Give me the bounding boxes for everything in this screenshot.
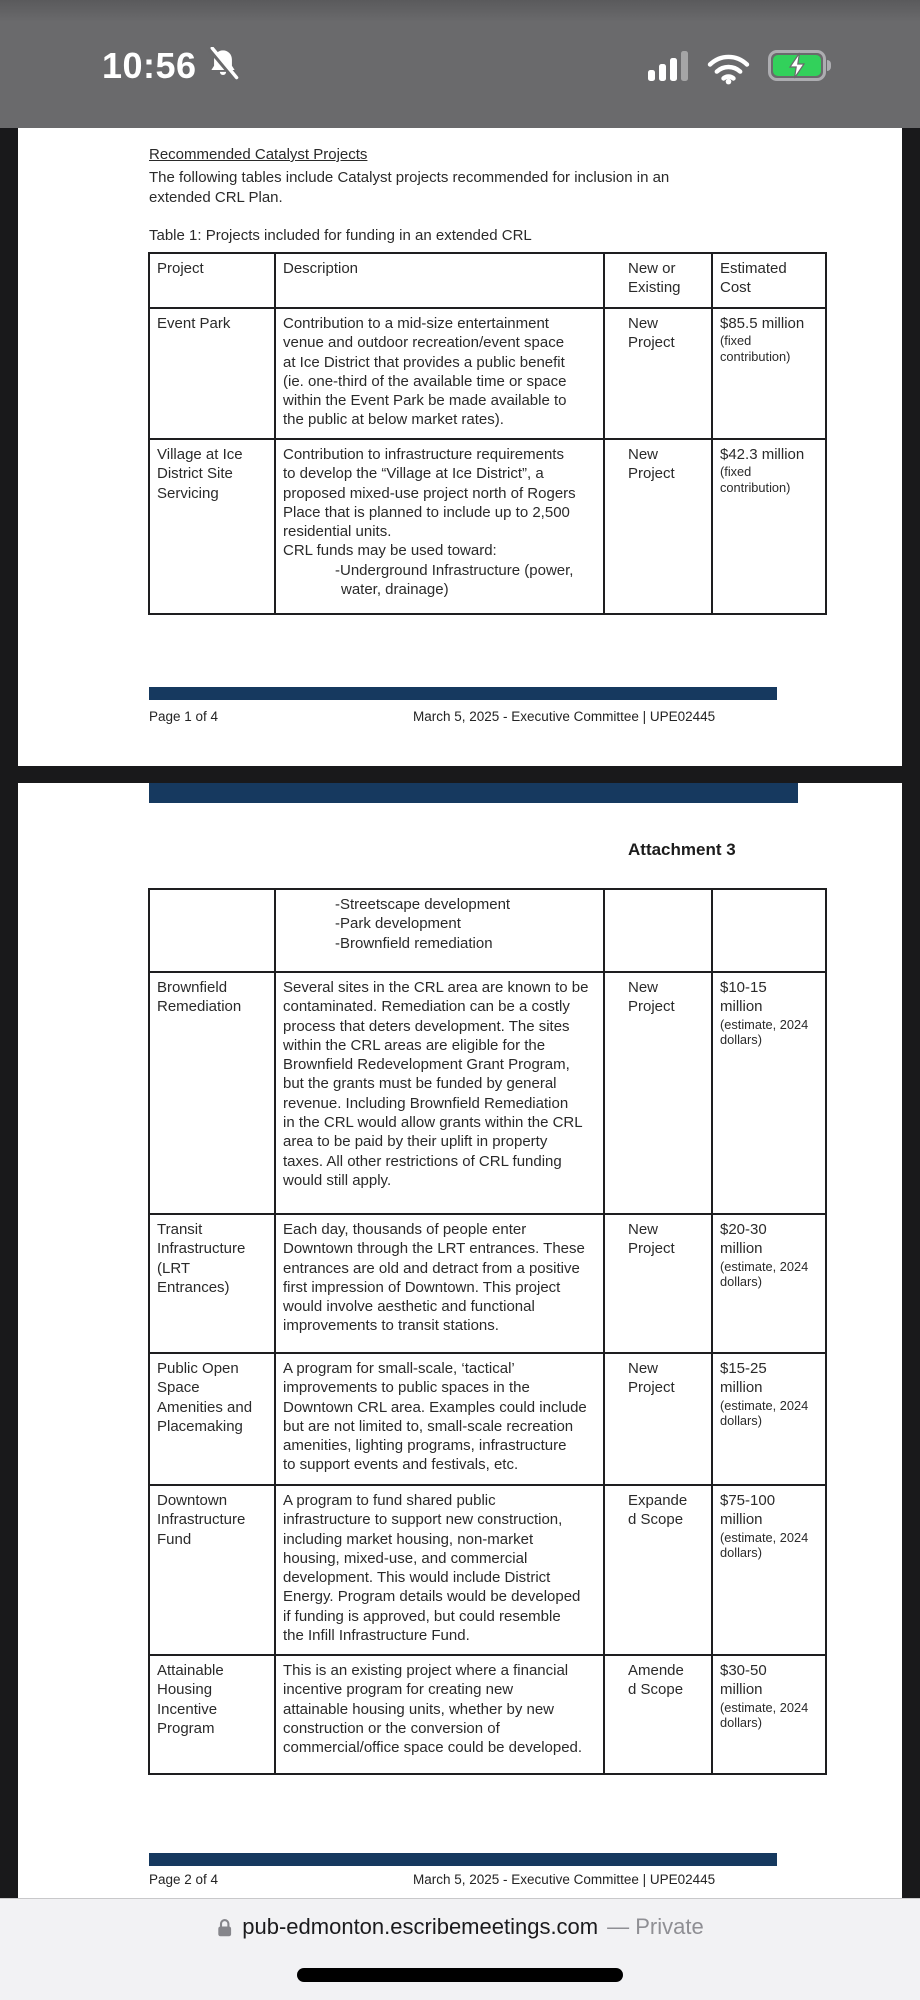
status-cell: New Project — [604, 439, 712, 614]
header-accent-bar — [149, 783, 798, 803]
description-cell: A program to fund shared public infrastructure to support new construction, including market housing, non-market housing, mixed-use, and commercial development. This would include District Energy. Program details would be developed if funding is approved, but could resemble the Infill Infrastructure Fund. — [275, 1485, 604, 1655]
table-row — [149, 972, 826, 1214]
description-cell: Each day, thousands of people enter Downtown through the LRT entrances. These entrances are old and detract from a positive first impression of Downtown. This project would involve aesthetic and functional improvements to transit stations. — [275, 1214, 604, 1353]
table-row — [149, 1214, 826, 1353]
description-cell: Contribution to a mid-size entertainment venue and outdoor recreation/event space at Ice District that provides a public benefit (ie. one-third of the available time or space within the Event Park be made available to the public at below market rates). — [275, 308, 604, 439]
cellular-signal-icon — [648, 51, 690, 81]
cost-cell — [712, 889, 826, 972]
table-row — [149, 1655, 826, 1774]
project-cell: Village at Ice District Site Servicing — [149, 439, 275, 614]
cost-cell: $85.5 million (fixed contribution) — [712, 308, 826, 439]
notifications-silenced-icon — [206, 47, 240, 81]
table-caption: Table 1: Projects included for funding in an extended CRL — [149, 227, 532, 244]
footer-meta: March 5, 2025 - Executive Committee | UPE02445 — [413, 1872, 716, 1887]
attachment-label: Attachment 3 — [628, 840, 736, 859]
status-cell: New Project — [604, 1353, 712, 1485]
charging-bolt-icon — [785, 52, 809, 79]
table-row — [149, 1485, 826, 1655]
project-cell: Public Open Space Amenities and Placemaking — [149, 1353, 275, 1485]
cost-cell: $42.3 million (fixed contribution) — [712, 439, 826, 614]
footer-meta: March 5, 2025 - Executive Committee | UPE02445 — [413, 709, 716, 724]
table-row — [149, 439, 826, 614]
project-cell: Event Park — [149, 308, 275, 439]
column-header-description: Description — [275, 253, 604, 308]
battery-charging-icon — [768, 50, 826, 81]
status-cell: New Project — [604, 972, 712, 1214]
intro-line: extended CRL Plan. — [149, 188, 283, 206]
intro-line: The following tables include Catalyst projects recommended for inclusion in an — [149, 169, 670, 186]
cost-cell: $15-25 million (estimate, 2024 dollars) — [712, 1353, 826, 1485]
column-header-project: Project — [149, 253, 275, 308]
section-heading: Recommended Catalyst Projects — [149, 146, 368, 163]
status-cell: New Project — [604, 308, 712, 439]
battery-tip — [827, 60, 831, 71]
table-header-row — [149, 253, 826, 308]
column-header-cost: Estimated Cost — [712, 253, 826, 308]
description-cell: A program for small-scale, ‘tactical’ improvements to public spaces in the Downtown CRL area. Examples could include but are not limited to, small-scale recreation amenities, lighting programs, infrastructure to support events and festivals, etc. — [275, 1353, 604, 1485]
footer-accent-bar — [149, 1853, 777, 1866]
lock-icon — [216, 1917, 233, 1938]
column-header-status: New or Existing — [604, 253, 712, 308]
page-number: Page 1 of 4 — [149, 709, 219, 724]
status-time: 10:56 — [102, 45, 197, 86]
status-bar — [0, 0, 920, 128]
project-cell — [149, 889, 275, 972]
url-text: pub-edmonton.escribemeetings.com — [242, 1914, 599, 1939]
table-row — [149, 889, 826, 972]
safari-address-bar[interactable] — [0, 1898, 920, 2000]
status-cell: Expande d Scope — [604, 1485, 712, 1655]
cost-cell: $20-30 million (estimate, 2024 dollars) — [712, 1214, 826, 1353]
cost-cell: $30-50 million (estimate, 2024 dollars) — [712, 1655, 826, 1774]
footer-accent-bar — [149, 687, 777, 700]
project-cell: Transit Infrastructure (LRT Entrances) — [149, 1214, 275, 1353]
wifi-icon — [706, 53, 751, 85]
pdf-page-2 — [18, 783, 902, 1898]
page-number: Page 2 of 4 — [149, 1872, 219, 1887]
description-cell: Contribution to infrastructure requirements to develop the “Village at Ice District”, a proposed mixed-use project north of Rogers Place that is planned to include up to 2,500 residential units. CRL funds may be used toward: -Underground Infrastructure (power, water, drainage) — [275, 439, 604, 614]
project-cell: Attainable Housing Incentive Program — [149, 1655, 275, 1774]
private-badge: — Private — [607, 1914, 704, 1939]
table-row — [149, 308, 826, 439]
cost-cell: $10-15 million (estimate, 2024 dollars) — [712, 972, 826, 1214]
description-cell: -Streetscape development -Park development -Brownfield remediation — [275, 889, 604, 972]
description-cell: This is an existing project where a financial incentive program for creating new attainable housing units, whether by new construction or the conversion of commercial/office space could be developed. — [275, 1655, 604, 1774]
project-cell: Downtown Infrastructure Fund — [149, 1485, 275, 1655]
catalyst-projects-table-page2 — [148, 888, 827, 1775]
status-cell: Amende d Scope — [604, 1655, 712, 1774]
description-cell: Several sites in the CRL area are known to be contaminated. Remediation can be a costly process that deters development. The sites within the CRL areas are eligible for the Brownfield Redevelopment Grant Program, but the grants must be funded by general revenue. Including Brownfield Remediation in the CRL would allow grants within the CRL area to be paid by their uplift in property taxes. All other restrictions of CRL funding would still apply. — [275, 972, 604, 1214]
pdf-page-1 — [18, 128, 902, 766]
cost-cell: $75-100 million (estimate, 2024 dollars) — [712, 1485, 826, 1655]
catalyst-projects-table-page1 — [148, 252, 827, 615]
project-cell: Brownfield Remediation — [149, 972, 275, 1214]
intro-paragraph — [149, 168, 669, 207]
status-cell: New Project — [604, 1214, 712, 1353]
table-row — [149, 1353, 826, 1485]
status-cell — [604, 889, 712, 972]
home-indicator[interactable] — [297, 1968, 623, 1982]
